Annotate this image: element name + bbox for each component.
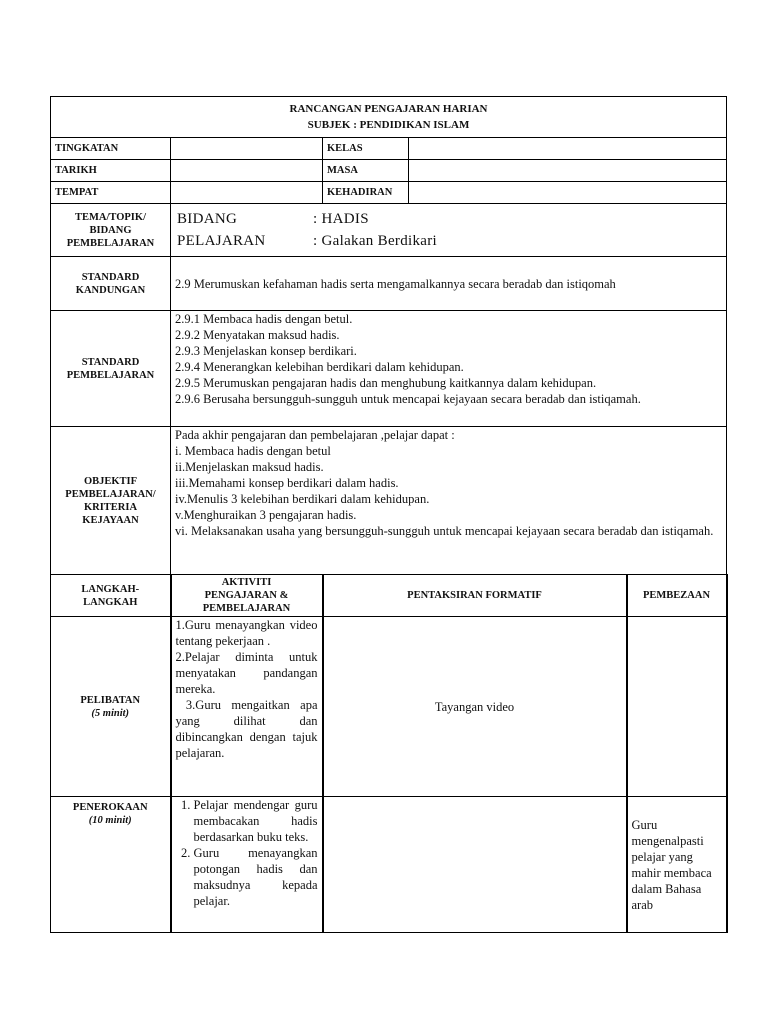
- standard-kandungan-label: STANDARD KANDUNGAN: [51, 257, 171, 311]
- tema-content: [171, 204, 727, 257]
- penerokaan-label: PENEROKAAN (10 minit): [51, 797, 171, 933]
- list-item: iv.Menulis 3 kelebihan berdikari dalam kehidupan.: [175, 492, 430, 506]
- standard-pembelajaran-label: STANDARD PEMBELAJARAN: [51, 311, 171, 427]
- pelajaran-line: PELAJARAN : Galakan Berdikari: [177, 233, 437, 249]
- standard-kandungan-text: 2.9 Merumuskan kefahaman hadis serta mengamalkannya secara beradab dan istiqomah: [171, 257, 727, 311]
- list-item: 1.Guru menayangkan video tentang pekerjaan .: [175, 618, 318, 648]
- list-item: 2.9.2 Menyatakan maksud hadis.: [175, 328, 340, 342]
- objektif-label: OBJEKTIF PEMBELAJARAN/ KRITERIA KEJAYAAN: [51, 427, 171, 575]
- column-aktiviti: AKTIVITI PENGAJARAN & PEMBELAJARAN: [171, 575, 323, 617]
- tingkatan-label: TINGKATAN: [51, 138, 171, 160]
- document-title: RANCANGAN PENGAJARAN HARIAN: [289, 103, 488, 115]
- pelibatan-label: PELIBATAN (5 minit): [51, 617, 171, 797]
- list-item: 1. Pelajar mendengar guru membacakan hadis berdasarkan buku teks.: [194, 797, 318, 845]
- list-item: 3.Guru mengaitkan apa yang dilihat dan dibincangkan dengan tajuk pelajaran.: [175, 698, 321, 760]
- list-item: 2.9.6 Berusaha bersungguh-sungguh untuk mencapai kejayaan secara beradab dan istiqamah.: [175, 392, 641, 406]
- masa-label: MASA: [323, 160, 409, 182]
- list-item: vi. Melaksanakan usaha yang bersungguh-sungguh untuk mencapai kejayaan secara beradab dan istiqamah.: [175, 524, 714, 538]
- pelibatan-activities: [171, 617, 323, 797]
- kehadiran-value[interactable]: [409, 182, 727, 204]
- tema-label: TEMA/TOPIK/ BIDANG PEMBELAJARAN: [51, 204, 171, 257]
- penerokaan-activities: [171, 797, 323, 933]
- lesson-plan-table: [50, 96, 728, 933]
- list-item: 2.9.1 Membaca hadis dengan betul.: [175, 312, 353, 326]
- tempat-value[interactable]: [171, 182, 323, 204]
- column-langkah: LANGKAH- LANGKAH: [51, 575, 171, 617]
- standard-pembelajaran-list: [171, 311, 727, 427]
- list-item: v.Menghuraikan 3 pengajaran hadis.: [175, 508, 357, 522]
- list-item: 2.Pelajar diminta untuk menyatakan pandangan mereka.: [175, 650, 318, 696]
- pelibatan-pembezaan: [627, 617, 727, 797]
- list-item: 2. Guru menayangkan potongan hadis dan maksudnya kepada pelajar.: [194, 845, 318, 909]
- bidang-line: BIDANG : HADIS: [177, 211, 369, 227]
- objektif-list: [171, 427, 727, 575]
- list-item: 2.9.4 Menerangkan kelebihan berdikari dalam kehidupan.: [175, 360, 464, 374]
- list-item: i. Membaca hadis dengan betul: [175, 444, 331, 458]
- pelibatan-pentaksiran: Tayangan video: [323, 617, 627, 797]
- column-pembezaan: PEMBEZAAN: [627, 575, 727, 617]
- kelas-value[interactable]: [409, 138, 727, 160]
- kehadiran-label: KEHADIRAN: [323, 182, 409, 204]
- tarikh-value[interactable]: [171, 160, 323, 182]
- subject-title: SUBJEK : PENDIDIKAN ISLAM: [307, 119, 470, 131]
- list-item: iii.Memahami konsep berdikari dalam hadis.: [175, 476, 399, 490]
- list-item: 2.9.3 Menjelaskan konsep berdikari.: [175, 344, 357, 358]
- kelas-label: KELAS: [323, 138, 409, 160]
- tarikh-label: TARIKH: [51, 160, 171, 182]
- column-pentaksiran: PENTAKSIRAN FORMATIF: [323, 575, 627, 617]
- lesson-plan-document: [50, 96, 726, 933]
- penerokaan-pembezaan: Guru mengenalpasti pelajar yang mahir membaca dalam Bahasa arab: [627, 797, 727, 933]
- list-item: ii.Menjelaskan maksud hadis.: [175, 460, 324, 474]
- tingkatan-value[interactable]: [171, 138, 323, 160]
- tempat-label: TEMPAT: [51, 182, 171, 204]
- list-item: Pada akhir pengajaran dan pembelajaran ,pelajar dapat :: [175, 428, 455, 442]
- penerokaan-pentaksiran: [323, 797, 627, 933]
- list-item: 2.9.5 Merumuskan pengajaran hadis dan menghubung kaitkannya dalam kehidupan.: [175, 376, 597, 390]
- masa-value[interactable]: [409, 160, 727, 182]
- document-header: [51, 97, 727, 138]
